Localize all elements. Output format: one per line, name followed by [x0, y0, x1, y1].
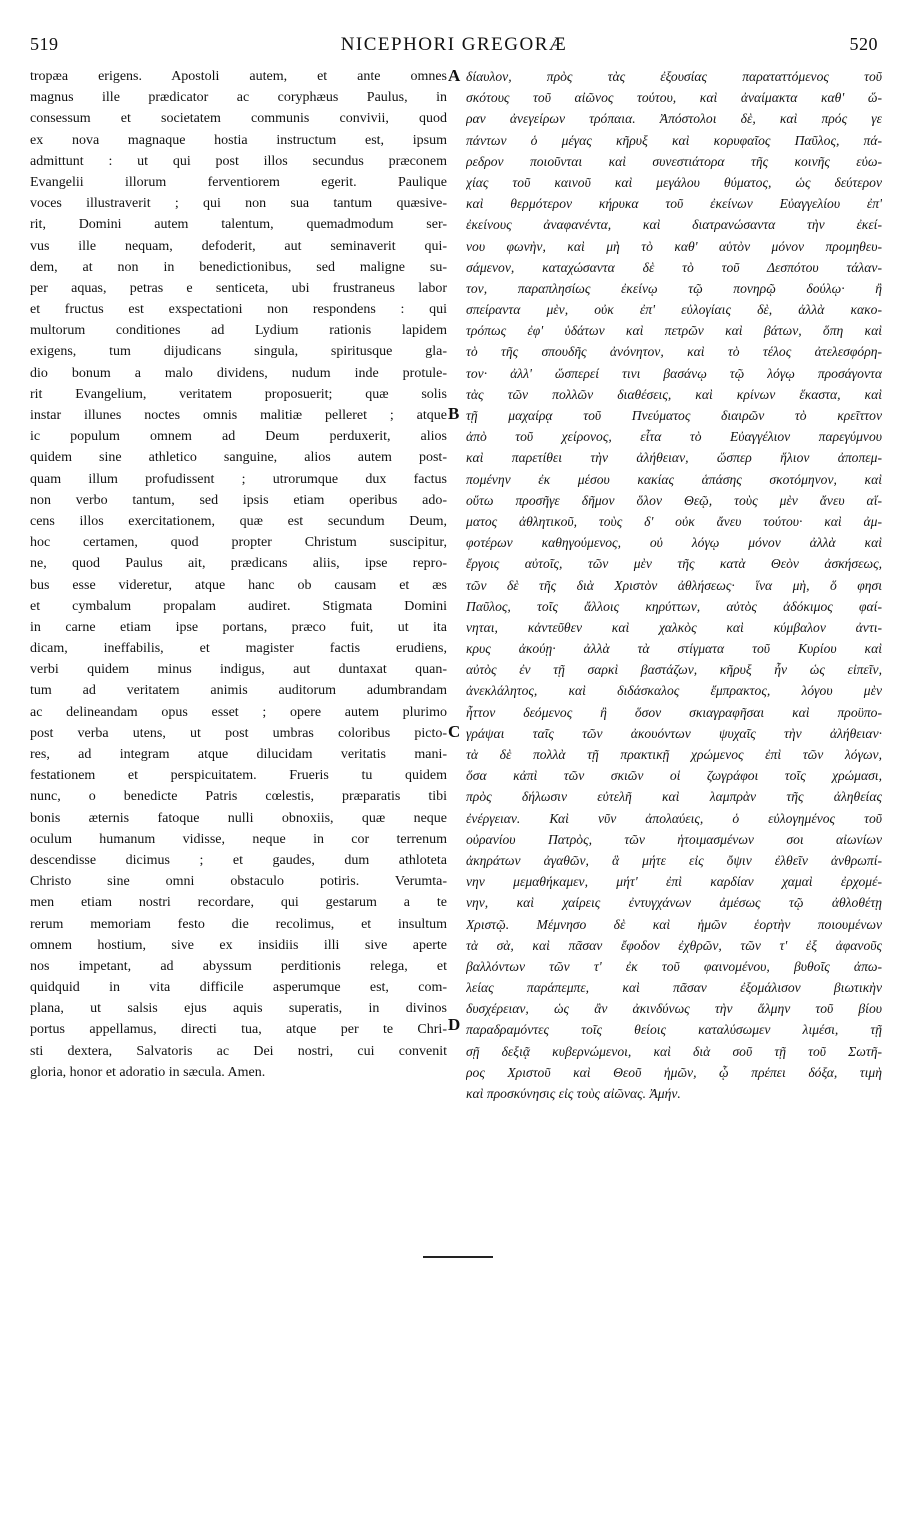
latin-text-line: rit Evangelium, veritatem proposuerit; quæ solis [30, 386, 447, 402]
latin-text-line: cens illos exercitationem, quæ est secundum Deum, [30, 513, 447, 529]
greek-text-line: πρὸς δήλωσιν εὐτελῆ καὶ λαμπρὰν τῆς ἀληθείας [466, 789, 882, 805]
greek-text-line: ραν ἀνεγείρων τρόπαια. Ἀπόστολοι δὲ, καὶ πρός γε [466, 111, 882, 127]
greek-text-line: καὶ προσκύνησις εἰς τοὺς αἰῶνας. Ἀμήν. [466, 1086, 681, 1101]
greek-text-line: τον· ἀλλ' ὥσπερεί τινι βασάνῳ τῷ λόγῳ προσάγοντα [466, 365, 882, 381]
greek-text-line: ἀπὸ τοῦ χείρονος, εἶτα τὸ Εὐαγγέλιον παρεγύμνου [466, 429, 882, 445]
greek-text-line: φοτέρων καθηγούμενος, οὐ λόγῳ μόνον ἀλλὰ καὶ [466, 535, 882, 551]
latin-text-line: quidem sine athletico sanguine, alios autem post- [30, 450, 447, 466]
greek-text-line: κρυς ἀκούῃ· ἀλλὰ τὰ στίγματα τοῦ Κυρίου καὶ [466, 641, 882, 657]
greek-text-line: παραδραμόντες τοῖς θείοις καταλύσωμεν λιμέσι, τῇ [466, 1022, 882, 1038]
greek-text-line: πομένην ἐκ μέσου κακίας ἁπάσης σκοτόμηνον, καὶ [466, 471, 882, 487]
greek-text-line: σπείραντα μὲν, οὐκ ἐπ' εὐλογίαις δὲ, ἀλλὰ κακο- [466, 302, 882, 318]
greek-text-line: ἐνέργειαν. Καὶ νῦν ἀπολαύεις, ὁ εὐλογημένος τοῦ [466, 810, 882, 826]
latin-text-line: nunc, o benedicte Patris cœlestis, præparatis tibi [30, 789, 447, 805]
latin-text-line: hoc certamen, quod propter Christum suscipitur, [30, 535, 447, 551]
greek-text-line: νην μεμαθήκαμεν, μήτ' ἐπὶ καρδίαν χαμαὶ ἐρχομέ- [466, 874, 882, 890]
greek-text-line: σῇ δεξιᾷ κυβερνώμενοι, καὶ διὰ σοῦ τῇ τοῦ Σωτῆ- [466, 1043, 882, 1059]
latin-text-line: festationem et perspicuitatem. Frueris tu quidem [30, 768, 447, 784]
greek-text-line: ρεδρον ποιοῦνται καὶ συνεστιάτορα τῆς κοινῆς εὐω- [466, 153, 882, 169]
greek-text-line: αὐτὸς ἐν τῇ σαρκὶ βαστάζων, κῆρυξ ἦν ὡς εἰπεῖν, [466, 662, 882, 678]
greek-text-line: καὶ παρετίθει τὴν ἀλήθειαν, ὥσπερ ἥλιον ἀποπεμ- [466, 450, 882, 466]
greek-text-line: ἀκηράτων ἀγαθῶν, ἃ μήτε εἰς ὄψιν ἐλθεῖν ἀνθρωπί- [466, 852, 882, 868]
greek-text-line: ἐκείνους ἀναφανέντα, καὶ διατρανώσαντα τὴν ἐκεί- [466, 217, 882, 233]
latin-text-line: sti dextera, Salvatoris ac Dei nostri, cui convenit [30, 1043, 447, 1059]
greek-text-line: γράψαι ταῖς τῶν ἀκουόντων ψυχαῖς τὴν ἀλήθειαν· [466, 725, 882, 741]
latin-text-line: et fructus est exspectationi non respondens : qui [30, 302, 447, 318]
greek-text-line: τὸ τῆς σπουδῆς ἀνόνητον, καὶ τὸ τέλος ἀτελεσφόρη- [466, 344, 882, 360]
greek-text-line: τῇ μαχαίρᾳ τοῦ Πνεύματος διαιρῶν τὸ κρεῖττον [466, 408, 882, 423]
latin-text-line: in carne etiam ipse portans, præco fuit, ut ita [30, 619, 447, 635]
latin-text-line: ac delineandam opus esset ; opere autem plurimo [30, 704, 447, 720]
page-header [30, 34, 878, 62]
greek-text-line: τον, παραπλησίως ἐκείνῳ τῷ πονηρῷ δούλῳ· ἢ [466, 280, 882, 296]
latin-text-line: men etiam nostri recordare, qui gestarum a te [30, 895, 447, 911]
end-rule [423, 1256, 493, 1258]
latin-text-line: voces illustraverit ; qui non sua tantum quæsive- [30, 196, 447, 212]
section-marker-c: C [448, 722, 461, 741]
greek-text-line: νηται, κἀντεῦθεν καὶ χαλκὸς καὶ κύμβαλον ἀντι- [466, 619, 882, 635]
latin-text-line: portus appellamus, directi tua, atque per te Chri- [30, 1022, 447, 1038]
greek-text-line: ἧττον δεόμενος ἢ ὅσον σκιαγραφῆσαι καὶ προϋπο- [466, 704, 882, 720]
greek-text-line: οὕτω προσῆγε δῆμον ὅλον Θεῷ, τοὺς μὲν ἄνευ αἵ- [466, 492, 882, 508]
greek-text-line: Χριστῷ. Μέμνησο δὲ καὶ ἡμῶν ἑορτὴν ποιουμένων [466, 916, 882, 932]
latin-text-line: et cymbalum propalam audiret. Stigmata Domini [30, 598, 447, 614]
greek-text-line: βαλλόντων τῶν τ' ἐκ τοῦ φαινομένου, βυθοῖς ἀπω- [466, 958, 882, 974]
page-number-left: 519 [30, 34, 59, 54]
latin-text-line: consessum et societatem communis convivii, quod [30, 111, 447, 127]
greek-text-line: χίας τοῦ καινοῦ καὶ μεγάλου θύματος, ὡς δεύτερον [466, 174, 882, 190]
latin-text-line: admittunt : ut qui post illos secundus præconem [30, 153, 447, 169]
section-marker-b: B [448, 404, 460, 423]
latin-text-line: bus esse videretur, atque hanc ob causam et æs [30, 577, 447, 593]
greek-text-line: ἔργοις αὐτοῖς, τῶν μὲν τῆς κατὰ Θεὸν ἀσκήσεως, [466, 556, 882, 572]
latin-text-line: exigens, tum dijudicans singula, spiritusque gla- [30, 344, 447, 360]
greek-text-line: καὶ θερμότερον κήρυκα τοῦ ἐκείνων Εὐαγγελίου ἐπ' [466, 196, 882, 212]
latin-text-line: ne, quod Paulus ait, prædicans aliis, ipse repro- [30, 556, 447, 572]
latin-text-line: res, ad integram atque dilucidam veritatis mani- [30, 747, 447, 762]
greek-text-line: Παῦλος, τοῖς ἄλλοις κηρύττων, αὐτὸς ἀδόκιμος φαί- [466, 598, 882, 614]
latin-text-line: oculum humanum vidisse, neque in cor terrenum [30, 831, 447, 847]
latin-text-line: Christo sine omni obstaculo potiris. Verumta- [30, 874, 447, 890]
greek-text-line: ὅσα κἀπὶ τῶν σκιῶν οἱ ζωγράφοι τοῖς χρώμασι, [466, 768, 882, 784]
greek-text-line: ματος ἀθλητικοῦ, τοὺς δ' οὐκ ἄνευ τούτου· καὶ ἀμ- [466, 513, 882, 529]
greek-text-line: τρόπως ἐφ' ὑδάτων καὶ πετρῶν καὶ βάτων, ὅπη καὶ [466, 323, 882, 339]
latin-text-line: verbi quidem minus indigus, aut duntaxat quan- [30, 662, 447, 678]
latin-text-line: dicam, ineffabilis, et magister factis erudiens, [30, 641, 447, 657]
latin-text-line: plana, ut salsis ejus aquis superatis, in divinos [30, 1001, 447, 1017]
latin-text-line: tum ad veritatem animis auditorum adumbrandam [30, 683, 447, 699]
greek-text-line: ρος Χριστοῦ καὶ Θεοῦ ἡμῶν, ᾧ πρέπει δόξα, τιμὴ [466, 1064, 882, 1080]
latin-text-line: non verbo tantum, sed ipsis etiam operibus ado- [30, 492, 447, 508]
latin-text-line: magnus ille prædicator ac coryphæus Paulus, in [30, 90, 447, 106]
greek-text-line: δυσχέρειαν, ὡς ἂν ἀκινδύνως τὴν ἅλμην τοῦ βίου [466, 1001, 882, 1017]
latin-text-line: tropæa erigens. Apostoli autem, et ante omnes [30, 69, 447, 84]
latin-text-line: ic populum omnem ad Deum perduxerit, alios [30, 429, 447, 445]
latin-text-line: bonis æternis fatoque nulli obnoxiis, quæ neque [30, 810, 447, 826]
latin-text-line: nos impetant, ad abyssum perditionis relega, et [30, 958, 447, 974]
latin-text-line: instar illunes noctes omnis malitiæ pelleret ; atque [30, 408, 447, 423]
latin-text-line: quidquid in vita difficile asperumque est, com- [30, 980, 447, 996]
latin-text-line: omnem hostium, sive ex insidiis illi sive aperte [30, 937, 447, 953]
latin-text-line: Evangelii illorum ferventiorem egerit. Paulique [30, 174, 447, 190]
latin-text-line: dem, at non in benedictionibus, sed maligne su- [30, 259, 447, 275]
latin-text-line: post verba utens, ut post umbras coloribus picto- [30, 725, 447, 741]
greek-column [466, 66, 882, 1104]
page-number-right: 520 [849, 34, 878, 54]
latin-text-line: quam illum profudissent ; utrorumque dux factus [30, 471, 447, 487]
greek-text-line: οὐρανίου Πατρὸς, τῶν ἡτοιμασμένων σοι αἰωνίων [466, 831, 882, 847]
latin-text-line: descendisse dicimus ; et gaudes, dum athloteta [30, 852, 447, 868]
greek-text-line: τὰς τῶν πολλῶν διαθέσεις, καὶ κρίνων ἕκαστα, καὶ [466, 386, 882, 402]
greek-text-line: σάμενον, καταχώσαντα δὲ τὸ τοῦ Δεσπότου τάλαν- [466, 259, 882, 275]
latin-text-line: rit, Domini autem talentum, quemadmodum ser- [30, 217, 447, 233]
greek-text-line: τὰ σὰ, καὶ πᾶσαν ἔφοδον ἐχθρῶν, τῶν τ' ἐξ ἀφανοῦς [466, 937, 882, 953]
greek-text-line: τῶν δὲ τῆς διὰ Χριστὸν ἀθλήσεως· ἵνα μὴ, ὅ φησι [466, 577, 882, 593]
greek-text-line: τὰ δὲ πολλὰ τῇ πρακτικῇ χρώμενος ἐπὶ τῶν λόγων, [466, 747, 882, 762]
greek-text-line: πάντων ὁ μέγας κῆρυξ καὶ κορυφαῖος Παῦλος, πά- [466, 132, 882, 148]
latin-text-line: rerum memoriam festo die recolimus, et insultum [30, 916, 447, 932]
greek-text-line: λείας παράπεμπε, καὶ πᾶσαν ἐξομάλισον βιωτικὴν [466, 980, 882, 996]
greek-text-line: νην, καὶ χαίρεις ἐντυγχάνων ἀμέσως τῷ ἀθλοθέτῃ [466, 895, 882, 911]
latin-column [30, 66, 447, 1083]
running-title: NICEPHORI GREGORÆ [340, 34, 568, 55]
latin-text-line: gloria, honor et adoratio in sæcula. Amen. [30, 1064, 266, 1080]
latin-text-line: ex nova magnaque hostia instructum est, ipsum [30, 132, 447, 148]
section-marker-d: D [448, 1015, 461, 1034]
latin-text-line: per aquas, petras e senticeta, ubi frustraneus labor [30, 280, 447, 296]
greek-text-line: νου φωνὴν, καὶ μὴ τὸ καθ' αὑτὸν μόνον προμηθευ- [466, 238, 882, 254]
latin-text-line: dio bonum a malo dividens, nudum inde protule- [30, 365, 447, 381]
latin-text-line: vus ille nequam, defoderit, aut seminaverit qui- [30, 238, 447, 254]
latin-text-line: multorum conditiones ad Lydium rationis lapidem [30, 323, 447, 339]
greek-text-line: ἀνεκλάλητος, καὶ διδάσκαλος ἔμπρακτος, λόγου μὲν [466, 683, 882, 699]
greek-text-line: σκότους τοῦ αἰῶνος τούτου, καὶ ἀναίμακτα καθ' ὥ- [466, 90, 882, 106]
greek-text-line: δίαυλον, πρὸς τὰς ἐξουσίας παραταττόμενος τοῦ [466, 69, 882, 84]
section-marker-a: A [448, 66, 461, 85]
